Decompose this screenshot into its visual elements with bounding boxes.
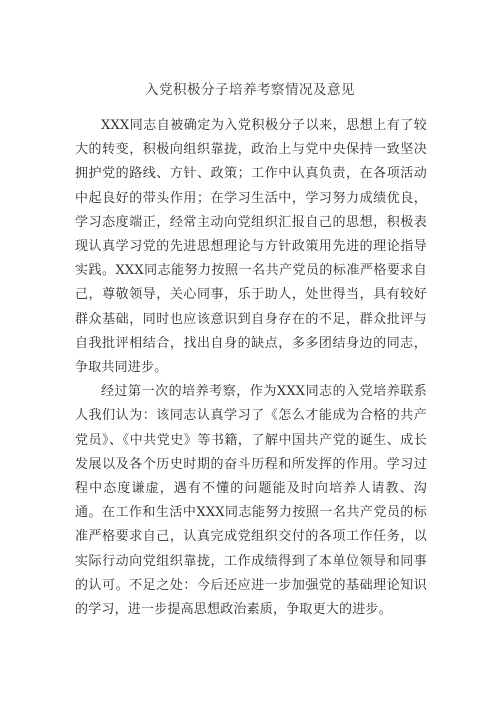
document-body bbox=[75, 114, 427, 622]
paragraph-2: 经过第一次的培养考察，作为XXX同志的入党培养联系人我们认为：该同志认真学习了《怎么才能成为合格的共产党员》、《中共党史》等书籍，了解中国共产党的诞生、成长发展以及各个历史时期的奋斗历程和所发挥的作用。学习过程中态度谦虚，遇有不懂的问题能及时向培养人请教、沟通。在工作和生活中XXX同志能努力按照一名共产党员的标准严格要求自己，认真完成党组织交付的各项工作任务，以实际行动向党组织靠拢，工作成绩得到了本单位领导和同事的认可。不足之处：今后还应进一步加强党的基础理论知识的学习，进一步提高思想政治素质，争取更大的进步。 bbox=[75, 384, 427, 618]
paragraph-1: XXX同志自被确定为入党积极分子以来，思想上有了较大的转变，积极向组织靠拢，政治上与党中央保持一致坚决拥护党的路线、方针、政策；工作中认真负责，在各项活动中起良好的带头作用；在学习生活中，学习努力成绩优良，学习态度端正，经常主动向党组织汇报自己的思想，积极表现认真学习党的先进思想理论与方针政策用先进的理论指导实践。XXX同志能努力按照一名共产党员的标准严格要求自己，尊敬领导，关心同事，乐于助人，处世得当，具有较好群众基础，同时也应该意识到自身存在的不足，群众批评与自我批评相结合，找出自身的缺点，多多团结身边的同志，争取共同进步。 bbox=[75, 118, 427, 376]
document-title: 入党积极分子培养考察情况及意见 bbox=[145, 82, 355, 98]
